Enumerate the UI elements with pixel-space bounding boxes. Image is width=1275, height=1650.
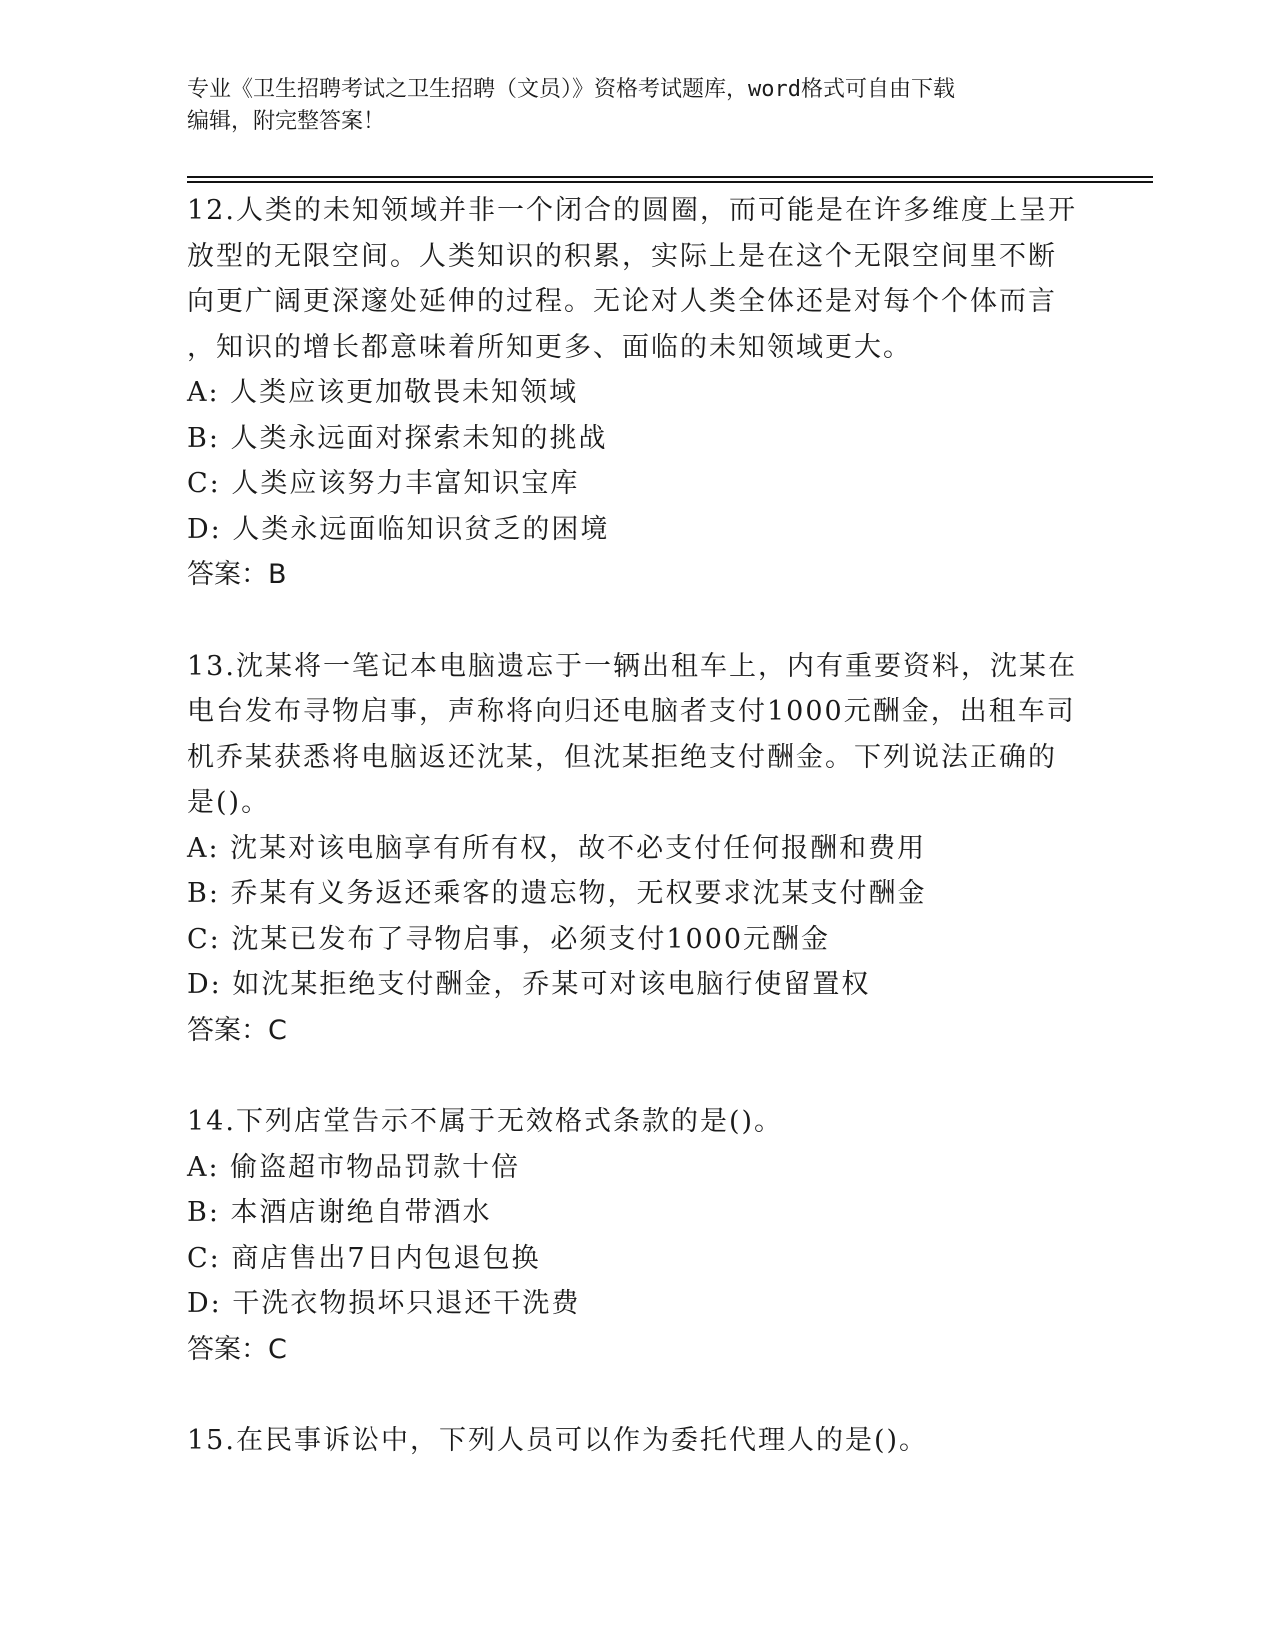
question-text-line: 14.下列店堂告示不属于无效格式条款的是()。 [187,1106,784,1137]
header-line-1: 专业《卫生招聘考试之卫生招聘（文员）》资格考试题库，word格式可自由下载 [187,77,955,102]
question-text-line: 电台发布寻物启事，声称将向归还电脑者支付1000元酬金，出租车司 [187,696,1076,727]
option-b: B: 本酒店谢绝自带酒水 [187,1197,492,1228]
question-12 [187,188,1087,598]
option-a: A: 人类应该更加敬畏未知领域 [187,377,579,408]
answer-label: 答案：C [187,1014,287,1046]
option-c: C: 沈某已发布了寻物启事，必须支付1000元酬金 [187,923,831,955]
question-spacer [187,1372,1087,1418]
header-divider-bottom [187,181,1153,183]
answer-label: 答案：C [187,1333,287,1365]
question-spacer [187,1053,1087,1099]
option-c: C: 人类应该努力丰富知识宝库 [187,468,580,499]
question-14 [187,1099,1087,1372]
option-a: A: 偷盗超市物品罚款十倍 [187,1151,521,1183]
option-a: A: 沈某对该电脑享有所有权，故不必支付任何报酬和费用 [187,832,927,864]
question-text-line: ，知识的增长都意味着所知更多、面临的未知领域更大。 [187,331,912,363]
option-d: D: 干洗衣物损坏只退还干洗费 [187,1288,581,1319]
question-text-line: 15.在民事诉讼中，下列人员可以作为委托代理人的是()。 [187,1425,929,1456]
option-d: D: 人类永远面临知识贫乏的困境 [187,513,610,545]
option-b: B: 人类永远面对探索未知的挑战 [187,422,608,454]
question-text-line: 是()。 [187,787,271,818]
question-15 [187,1418,1087,1464]
question-spacer [187,598,1087,644]
header-line-2: 编辑，附完整答案！ [187,109,386,134]
option-b: B: 乔某有义务返还乘客的遗忘物，无权要求沈某支付酬金 [187,878,927,909]
question-13 [187,644,1087,1054]
answer-label: 答案：B [187,559,287,590]
question-list [187,188,1087,1464]
document-header [187,74,1087,138]
option-c: C: 商店售出7日内包退包换 [187,1242,541,1274]
question-text-line: 放型的无限空间。人类知识的积累，实际上是在这个无限空间里不断 [187,240,1057,272]
question-text-line: 机乔某获悉将电脑返还沈某，但沈某拒绝支付酬金。下列说法正确的 [187,741,1057,773]
question-text-line: 13.沈某将一笔记本电脑遗忘于一辆出租车上，内有重要资料，沈某在 [187,650,1077,682]
header-divider-top [187,176,1153,178]
option-d: D: 如沈某拒绝支付酬金，乔某可对该电脑行使留置权 [187,969,871,1000]
question-text-line: 向更广阔更深邃处延伸的过程。无论对人类全体还是对每个个体而言 [187,286,1057,317]
question-text-line: 12.人类的未知领域并非一个闭合的圆圈，而可能是在许多维度上呈开 [187,195,1077,226]
